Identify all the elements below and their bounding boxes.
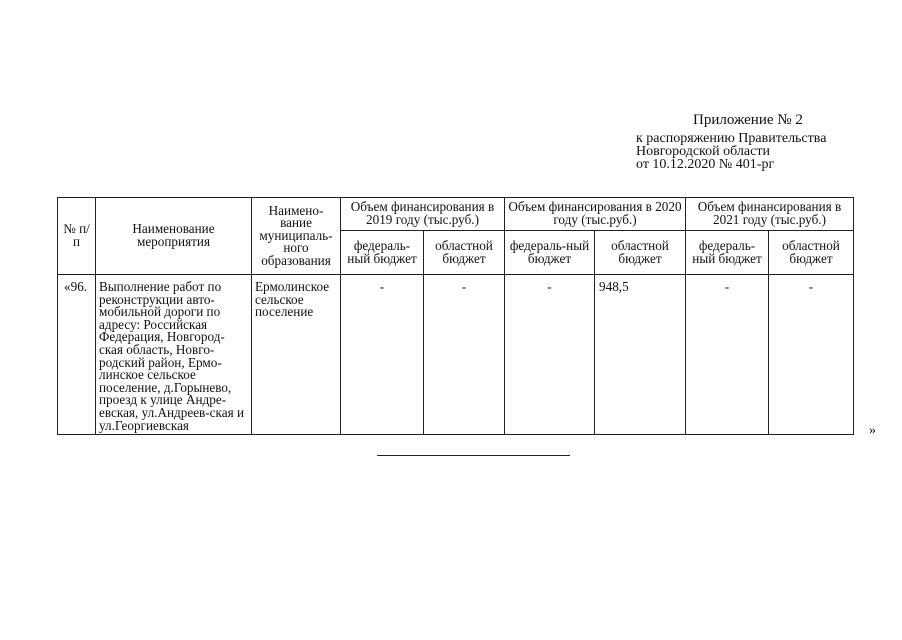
header-2020: Объем финансирования в 2020 году (тыс.руб.) <box>505 198 686 231</box>
header-2021: Объем финансирования в 2021 году (тыс.руб.) <box>686 198 854 231</box>
header-municipality: Наимено-вание муниципаль-ного образования <box>252 198 341 275</box>
row-federal-2020: - <box>505 275 595 435</box>
header-regional-2019: областной бюджет <box>424 231 505 275</box>
header-regional-2020: областной бюджет <box>595 231 686 275</box>
financing-table <box>57 197 854 435</box>
header-num: № п/п <box>58 198 96 275</box>
row-federal-2019: - <box>341 275 424 435</box>
appendix-line-3: от 10.12.2020 № 401-рг <box>636 157 775 172</box>
row-federal-2021: - <box>686 275 769 435</box>
appendix-title: Приложение № 2 <box>693 112 803 128</box>
row-regional-2021: - <box>769 275 854 435</box>
separator-line <box>377 455 570 456</box>
row-name: Выполнение работ по реконструкции авто-мобильной дороги по адресу: Российская Федерация, Новгород-ская область, Новго-родский район, Ермо-линское сельское поселение, д.Горынево, проезд к улице Андре-евская, ул.Андреев-ская и ул.Георгиевская <box>96 275 252 435</box>
row-municipality: Ермолинское сельское поселение <box>252 275 341 435</box>
row-regional-2020: 948,5 <box>595 275 686 435</box>
header-federal-2021: федераль-ный бюджет <box>686 231 769 275</box>
header-federal-2019: федераль-ный бюджет <box>341 231 424 275</box>
row-num: «96. <box>58 275 96 435</box>
header-2019: Объем финансирования в 2019 году (тыс.руб.) <box>341 198 505 231</box>
appendix-line-1: к распоряжению Правительства <box>636 131 827 146</box>
closing-quote: » <box>869 423 876 438</box>
header-name: Наименование мероприятия <box>96 198 252 275</box>
table-row <box>58 275 854 435</box>
row-regional-2019: - <box>424 275 505 435</box>
header-regional-2021: областной бюджет <box>769 231 854 275</box>
appendix-line-2: Новгородской области <box>636 144 770 159</box>
header-federal-2020: федераль-ный бюджет <box>505 231 595 275</box>
